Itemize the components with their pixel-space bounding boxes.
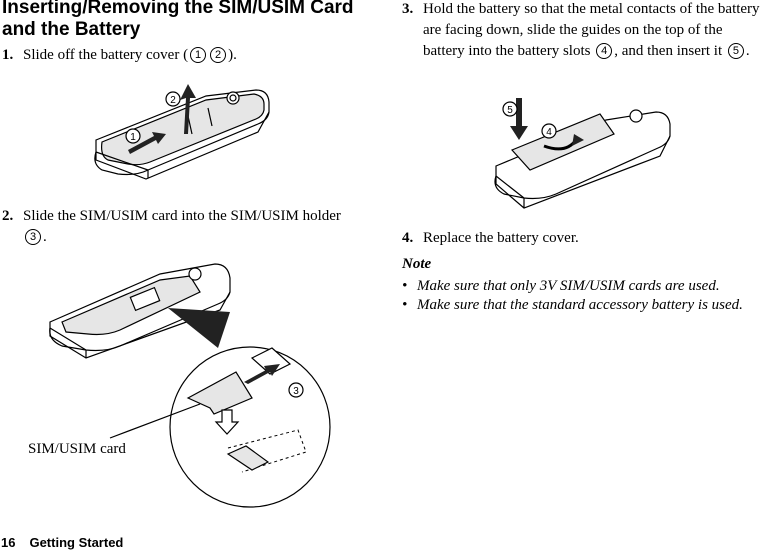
step-4: [402, 228, 762, 250]
step-number: 4.: [402, 230, 414, 246]
page-footer: [1, 535, 137, 550]
step-2: [2, 206, 352, 248]
fig-marker-4-label: 4: [546, 127, 552, 138]
step-text-part: , and then insert it: [614, 43, 723, 59]
note-text: Make sure that the standard accessory battery is used.: [417, 297, 743, 313]
step-text: [23, 206, 343, 248]
step-text-part: Slide off the battery cover (: [23, 47, 189, 63]
step-text: Replace the battery cover.: [423, 230, 579, 246]
page-heading: Inserting/Removing the SIM/USIM Card and the Battery: [2, 0, 354, 40]
note-heading: Note: [402, 256, 432, 272]
marker-2: 2: [210, 47, 226, 63]
marker-4: 4: [596, 43, 612, 59]
step-3: [402, 0, 762, 83]
marker-1: 1: [190, 47, 206, 63]
camera-lens: [189, 268, 201, 280]
step-text-part: ).: [228, 47, 237, 63]
bullet: •: [402, 297, 408, 313]
step-number: 3.: [402, 1, 414, 17]
sim-card-callout: SIM/USIM card: [28, 441, 126, 457]
zoom-circle: [170, 347, 330, 507]
note-item: [402, 295, 762, 335]
page-number: 16: [1, 535, 16, 550]
step-text-part: .: [745, 43, 750, 59]
step-text: [23, 45, 237, 66]
fig-marker-1-label: 1: [130, 132, 136, 143]
zoom-pointer: [168, 308, 230, 348]
step-number: 2.: [2, 208, 14, 224]
step-text: [423, 0, 761, 62]
fig-marker-3-label: 3: [293, 386, 299, 397]
figure-insert-battery: [490, 90, 675, 218]
step-number: 1.: [2, 47, 14, 63]
figure-remove-cover: [88, 78, 278, 188]
marker-3: 3: [25, 229, 41, 245]
note-text: Make sure that only 3V SIM/USIM cards are used.: [417, 278, 720, 294]
section-title: Getting Started: [29, 535, 124, 550]
camera-lens: [630, 110, 642, 122]
step-text-part: Hold the battery so that the metal contacts of the battery are facing down, slide the guides on the top of the battery into the battery slots: [423, 1, 760, 59]
step-text-part: Slide the SIM/USIM card into the SIM/USIM holder: [23, 208, 341, 224]
note-item: [402, 276, 762, 296]
fig-marker-5-label: 5: [507, 105, 513, 116]
fig-marker-2-label: 2: [170, 95, 176, 106]
marker-5: 5: [728, 43, 744, 59]
step-1: [2, 45, 352, 67]
figure-insert-sim: [40, 252, 345, 548]
bullet: •: [402, 278, 408, 294]
camera-lens: [227, 92, 239, 104]
step-text-part: .: [43, 229, 47, 245]
